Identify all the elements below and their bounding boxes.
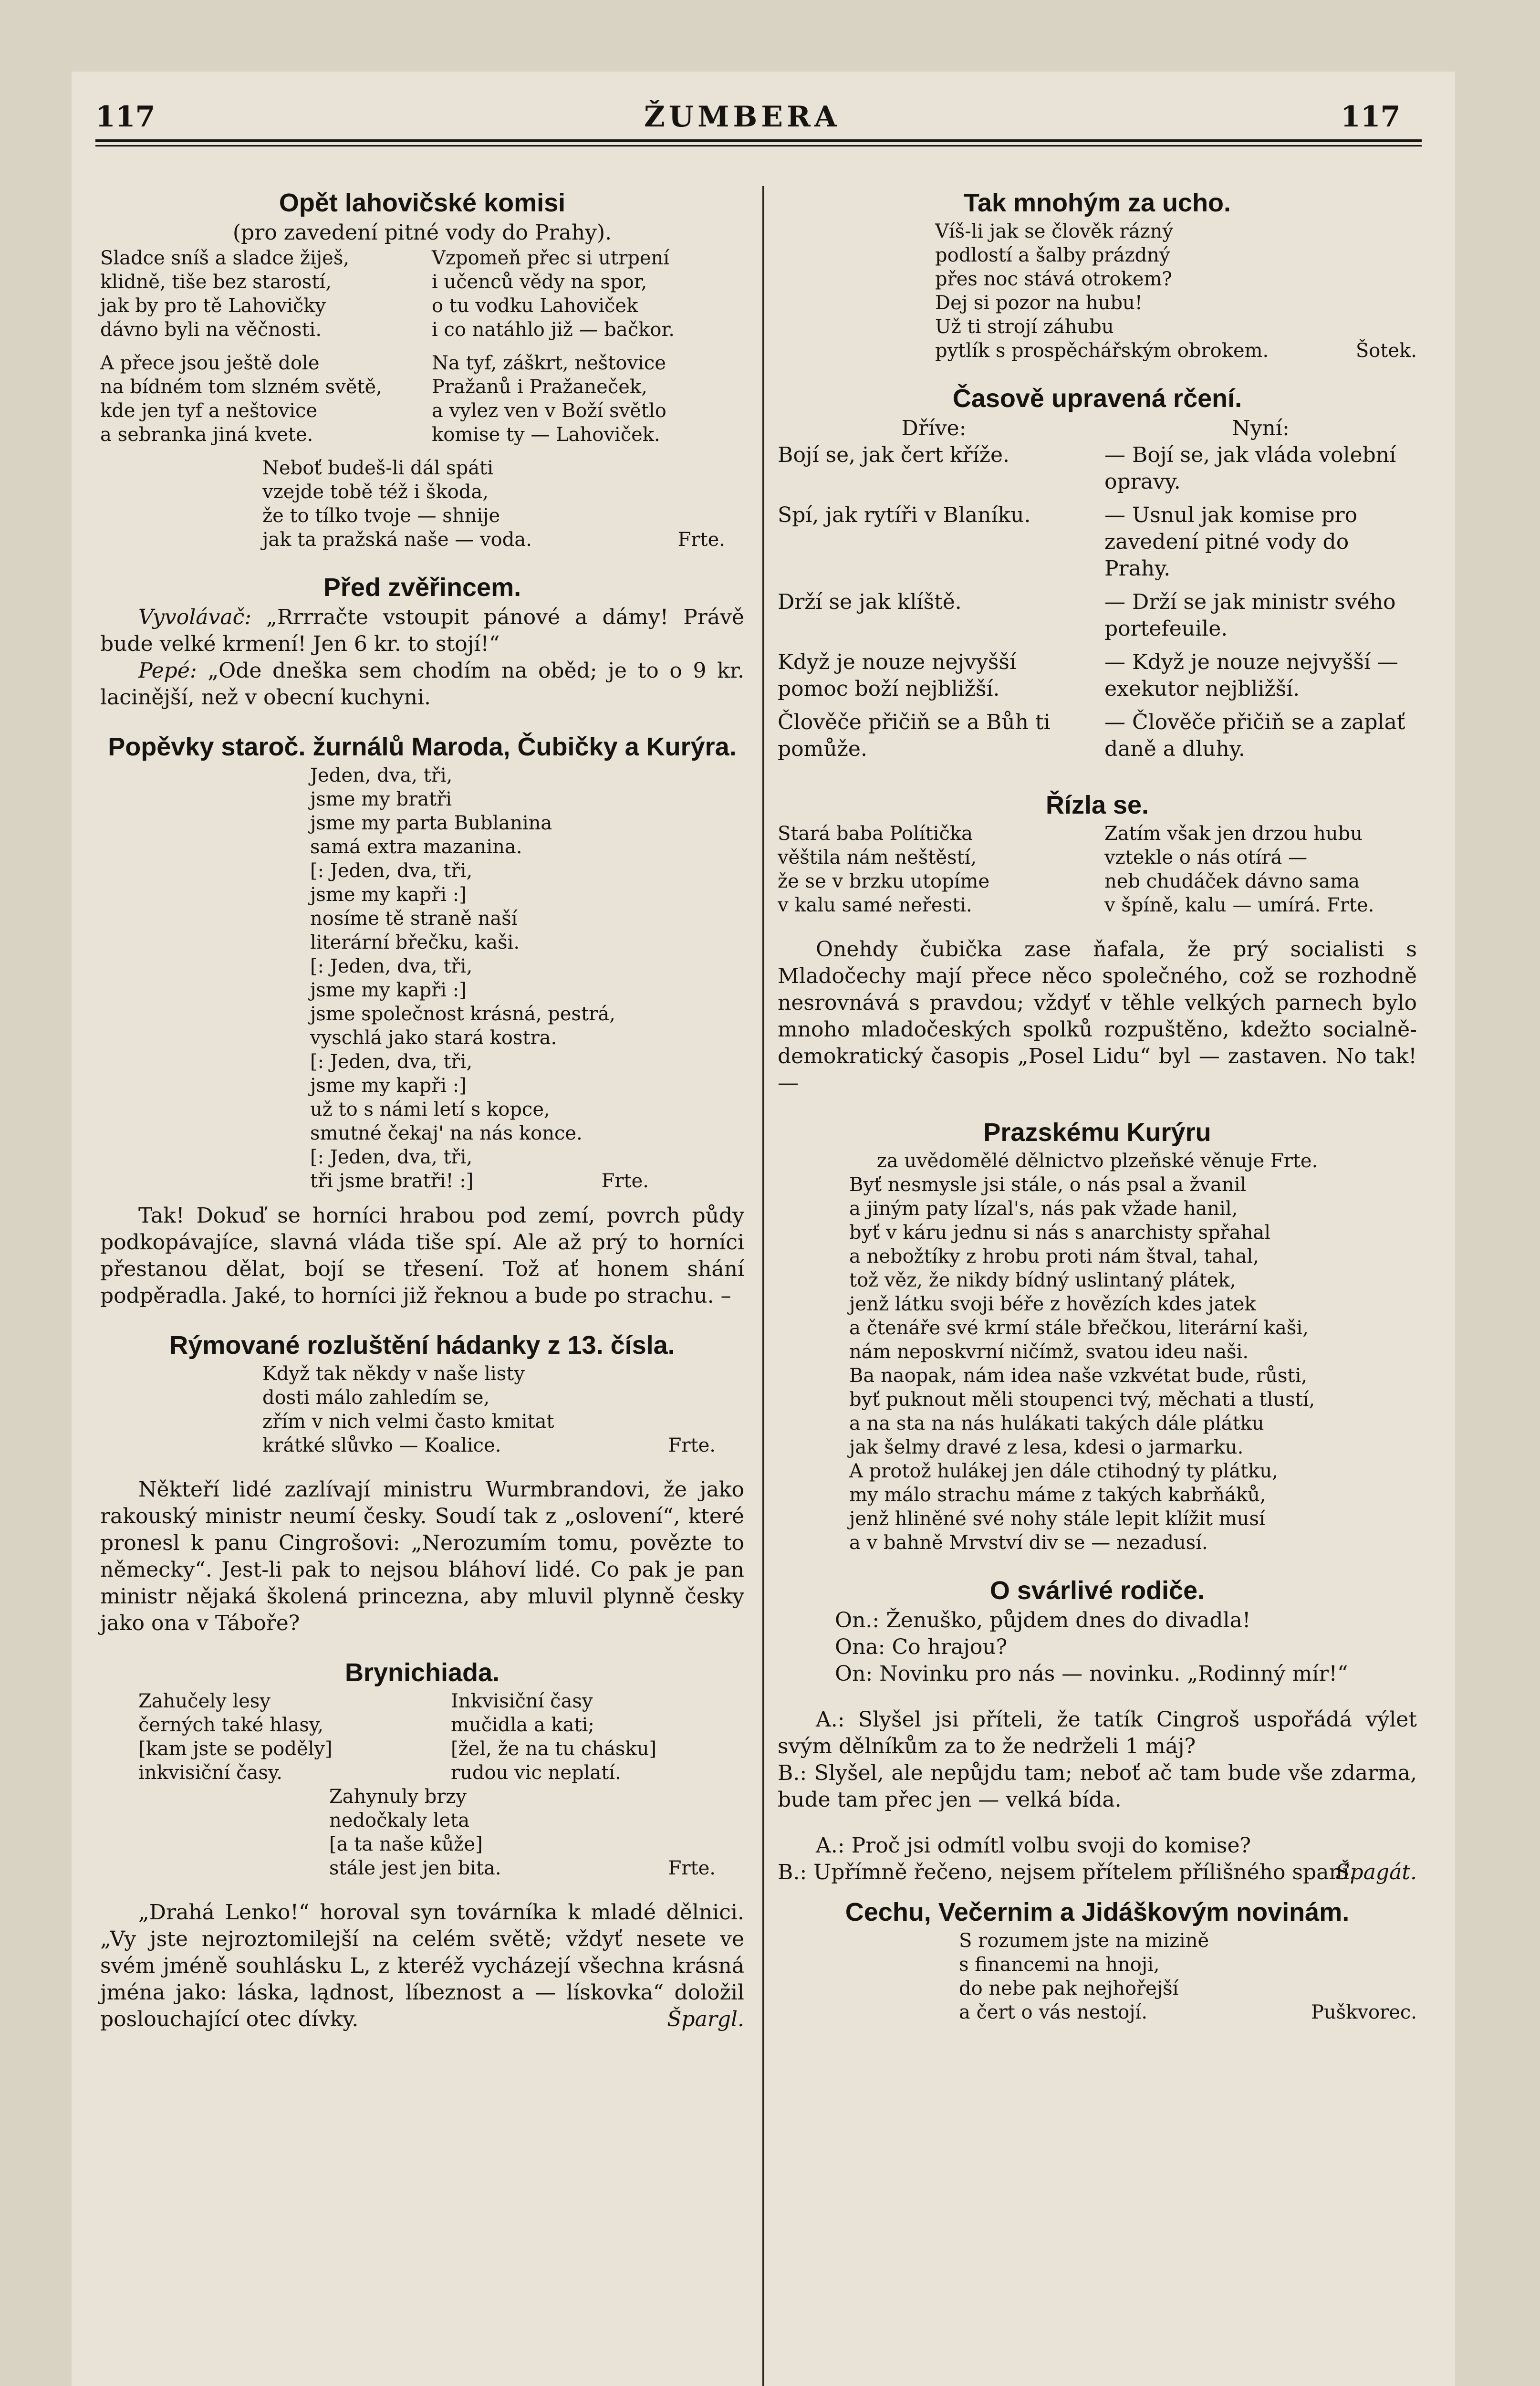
article-rizla: [778, 788, 1417, 917]
saying-now: — Drží se jak ministr svého portefeuile.: [1104, 590, 1396, 641]
header-rule-thin: [95, 145, 1422, 147]
dialogue-text: Novinku pro nás — novinku. „Rodinný mír!“: [879, 1662, 1348, 1686]
signature: Puškvorec.: [1311, 2001, 1417, 2023]
dialogue-text: „Rrrračte vstoupit pánové a dámy! Právě bude velké krmení! Jen 6 kr. to stojí!“: [100, 605, 744, 656]
article-title: Rýmované rozluštění hádanky z 13. čísla.: [169, 1331, 675, 1360]
poem-body: Víš-li jak se člověk rázný podlostí a šalby prázdný přes noc stává otrokem? Dej si pozor na hubu! Už ti strojí záhubu pytlík s prospěchářským obrokem.: [935, 220, 1269, 362]
poem-stanza: Neboť budeš-li dál spáti vzejde tobě též i škoda, že to tílko tvoje — shnije jak ta pražská naše — voda.: [262, 457, 532, 551]
article-title: Tak mnohým za ucho.: [963, 188, 1231, 217]
right-column: [778, 186, 1417, 2024]
article-title: Časově upravená rčení.: [952, 384, 1242, 413]
article-title: Opět lahovičské komisi: [279, 188, 566, 217]
column-label-now: Nyní:: [1232, 416, 1290, 440]
column-label-before: Dříve:: [901, 416, 967, 440]
saying-now: — Bojí se, jak vláda volební opravy.: [1104, 443, 1396, 494]
poem-body: Jeden, dva, tři, jsme my bratři jsme my parta Bublanina samá extra mazanina. [: Jeden, dva, tři, jsme my kapři :] nosíme tě straně naší literární břečku, kaši. [: Jeden, dva, tři, jsme my kapři :] jsme společnost krásná, pestrá, vyschlá jako stará kostra. [: Jeden, dva, tři, jsme my kapři :] už to s námi letí s kopce, smutné čekaj' na nás konce. [: Jeden, dva, tři, tři jsme bratři! :]: [310, 764, 615, 1192]
saying-before: Drží se jak klíště.: [778, 590, 962, 614]
article-komise: [100, 186, 744, 552]
speaker-label: On.:: [835, 1608, 880, 1633]
article-kuryr: [778, 1116, 1417, 1555]
article-casove: [778, 382, 1417, 763]
saying-row: [778, 589, 1417, 642]
masthead: ŽUMBERA: [644, 100, 841, 134]
poem-stanza: Zahučely lesy černých také hlasy, [kam jste se poděly] inkvisiční časy.: [138, 1690, 333, 1784]
speaker-label: On:: [835, 1662, 873, 1686]
poem-stanza: Sladce sníš a sladce žiješ, klidně, tiše bez starostí, jak by pro tě Lahovičky dávno byli na věčnosti.: [100, 247, 350, 341]
saying-before: Člověče přičiň se a Bůh ti pomůže.: [778, 710, 1051, 761]
signature: Frte.: [668, 1857, 716, 1879]
poem-stanza: Vzpomeň přec si utrpení i učenců vědy na spor, o tu vodku Lahoviček i co natáhlo již — bačkor.: [432, 247, 675, 341]
article-title: Prazskému Kurýru: [983, 1118, 1211, 1147]
column-divider: [762, 186, 764, 2386]
article-rodice: [778, 1574, 1417, 1687]
saying-row: [778, 649, 1417, 702]
signature: Špargl.: [667, 2007, 744, 2031]
article-popevky: [100, 730, 744, 1193]
article-ucho: [778, 186, 1417, 363]
signature: Frte.: [677, 529, 725, 551]
article-subtitle: za uvědomělé dělnictvo plzeňské věnuje Frte.: [876, 1150, 1318, 1172]
poem-stanza: A přece jsou ještě dole na bídném tom slzném světě, kde jen tyf a neštovice a sebranka jiná kvete.: [100, 352, 382, 446]
header-rule: [95, 139, 1422, 142]
poem-body: S rozumem jste na mizině s financemi na hnoji, do nebe pak nejhořejší a čert o vás nestojí.: [959, 1930, 1209, 2023]
saying-before: Spí, jak rytíři v Blaníku.: [778, 503, 1031, 527]
dialogue-text: Ženuško, půjdem dnes do divadla!: [886, 1608, 1251, 1633]
dialogue-text: Co hrajou?: [892, 1635, 1008, 1659]
article-zverinec: [100, 571, 744, 711]
saying-list: [778, 442, 1417, 763]
left-column: [100, 186, 744, 2033]
article-title: Cechu, Večernim a Jidáškovým novinám.: [845, 1898, 1350, 1926]
poem-stanza: Zatím však jen drzou hubu vztekle o nás otírá — neb chudáček dávno sama v špíně, kalu — umírá. Frte.: [1104, 823, 1374, 916]
speaker-label: Pepé:: [138, 659, 197, 683]
poem-stanza: Inkvisiční časy mučidla a kati; [žel, že na tu chásku] rudou vic neplatí.: [451, 1690, 657, 1784]
paragraph-cubicka: Onehdy čubička zase ňafala, že prý socialisti s Mladočechy mají přece něco společného, což se rozhodně nesrovnává s pravdou; vždyť v těhle velkých parnech bylo mnoho mladočeských spolků rozpuštěno, kdežto socialně-demokratický časopis „Posel Lidu“ byl — zastaven. No tak! —: [778, 937, 1417, 1095]
article-title: Popěvky staroč. žurnálů Maroda, Čubičky a Kurýra.: [108, 733, 737, 761]
poem-body: Byť nesmysle jsi stále, o nás psal a žvanil a jiným paty lízal's, nás pak vžade hanil, byť v káru jednu si nás s anarchisty spřahal a nebožtíky z hrobu proti nám štval, tahal, tož věz, že nikdy bídný uslintaný plátek, jenž látku svoji béře z hovězích kdes jatek a čtenáře své krmí stále břečkou, literární kaši, nám neposkvrní ničímž, svatou ideu naši. Ba naopak, nám idea naše vzkvétat bude, růsti, byť puknout měli stoupenci tvý, měchati a tlustí, a na sta na nás hulákati takých dále plátku jak šelmy dravé z lesa, kdesi o jarmarku. A protož hulákej jen dále ctihodný ty plátku, my málo strachu máme z takých kabrňáků, jenž hliněné své nohy stále lepit klížit musí a v bahně Mrvství div se — nezadusí.: [849, 1174, 1315, 1554]
saying-row: [778, 502, 1417, 582]
speaker-label: Ona:: [835, 1635, 885, 1659]
poem-stanza: Stará baba Polítička věštila nám neštěstí, že se v brzku utopíme v kalu samé neřesti.: [778, 823, 990, 916]
poem-body: Když tak někdy v naše listy dosti málo zahledím se, zřím v nich velmi často kmitat krátké slůvko — Koalice.: [262, 1363, 554, 1456]
poem-stanza: Na tyf, záškrt, neštovice Pražanů i Pražaneček, a vylez ven v Boží světlo komise ty — Lahoviček.: [432, 352, 666, 446]
saying-before: Bojí se, jak čert kříže.: [778, 443, 1009, 467]
saying-now: — Člověče přičiň se a zaplať daně a dluhy.: [1104, 710, 1405, 761]
saying-now: — Usnul jak komise pro zavedení pitné vody do Prahy.: [1104, 503, 1358, 581]
saying-row: [778, 442, 1417, 495]
dialogue-text: „Ode dneška sem chodím na oběd; je to o 9 kr. lacinější, než v obecní kuchyni.: [100, 659, 744, 710]
page-number-left: 117: [95, 100, 156, 134]
dialogue-cingros: A.: Slyšel jsi příteli, že tatík Cingroš uspořádá výlet svým dělníkům za to že nedrželi 1 máj? B.: Slyšel, ale nepůjdu tam; neboť ač tam bude vše zdarma, bude tam přec jen — velká bída.: [778, 1707, 1417, 1812]
saying-now: — Když je nouze nejvyšší — exekutor nejbližší.: [1104, 650, 1399, 701]
poem-stanza: Zahynuly brzy nedočkaly leta [a ta naše kůže] stále jest jen bita.: [329, 1786, 501, 1879]
dialogue-komise: A.: Proč jsi odmítl volbu svoji do komise? B.: Upřímně řečeno, nejsem přítelem přílišného spaní.: [778, 1833, 1356, 1884]
speaker-label: Vyvolávač:: [138, 605, 252, 629]
paragraph-wurmbrand: Někteří lidé zazlívají ministru Wurmbrandovi, že jako rakouský ministr neumí česky. Soudí tak z „oslovení“, které pronesl k panu Cingrošovi: „Nerozumím tomu, povězte to německy“. Jest-li pak to nejsou bláhoví lidé. Co pak je pan ministr nějaká školená princezna, aby mluvil plynně česky jako ona v Táboře?: [100, 1477, 744, 1635]
article-title: Před zvěřincem.: [323, 573, 521, 602]
signature: Frte.: [668, 1434, 716, 1456]
signature: Špagát.: [1335, 1860, 1417, 1884]
paragraph-lenko: „Drahá Lenko!“ horoval syn továrníka k mladé dělnici. „Vy jste nejroztomilejší na celém světě; vždyť nesete ve svém jméně souhlásku L, z kteréž vycházejí všechna krásná jména jako: láska, lądnost, líbeznost a — lískovka“ doložil poslouchající otec dívky.: [100, 1900, 744, 2031]
article-title: Řízla se.: [1045, 791, 1149, 819]
article-hadanky: [100, 1329, 744, 1457]
article-title: Brynichiada.: [344, 1658, 500, 1687]
article-brynichiada: [100, 1656, 744, 1880]
article-cechu: [778, 1895, 1417, 2024]
signature: Frte.: [601, 1170, 649, 1192]
paragraph-tak: Tak! Dokuď se horníci hrabou pod zemí, povrch půdy podkopávajíce, slavná vláda tiše spí. Ale až prý to horníci přestanou dělat, bojí se třesení. Tož ať honem shání podpěradla. Jaké, to horníci již řeknou a bude po strachu. –: [100, 1203, 744, 1308]
article-subtitle: (pro zavedení pitné vody do Prahy).: [232, 220, 612, 245]
signature: Šotek.: [1355, 340, 1417, 362]
saying-before: Když je nouze nejvyšší pomoc boží nejbližší.: [778, 650, 1017, 701]
page-number-right: 117: [1341, 100, 1401, 134]
article-title: O svárlivé rodiče.: [989, 1576, 1205, 1605]
saying-row: [778, 709, 1417, 763]
